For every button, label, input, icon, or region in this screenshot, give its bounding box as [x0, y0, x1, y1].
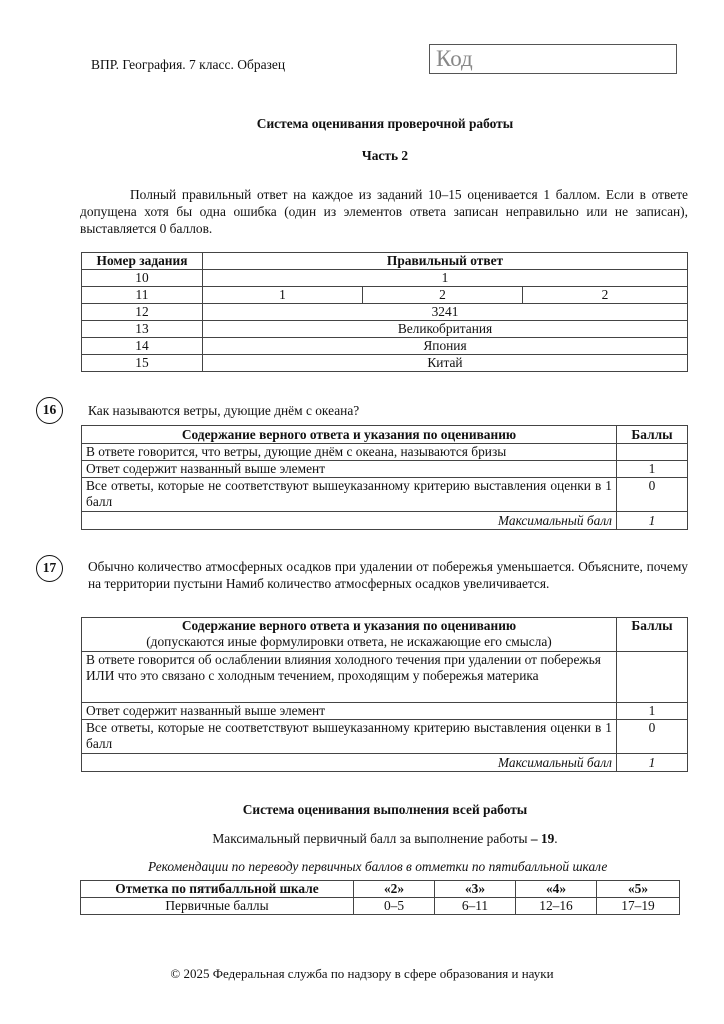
- task-number: 12: [82, 304, 203, 321]
- task-number: 10: [82, 270, 203, 287]
- answer-content: В ответе говорится, что ветры, дующие днём с океана, называются бризы: [82, 444, 617, 461]
- grade-header-label: Отметка по пятибалльной шкале: [81, 881, 354, 898]
- answer-content: [82, 652, 617, 703]
- part-title: Часть 2: [361, 148, 409, 163]
- column-header-content: Содержание верного ответа и указания по оцениванию: [82, 426, 617, 444]
- empty-cell: [617, 444, 688, 461]
- criterion-text: Ответ содержит названный выше элемент: [82, 461, 617, 478]
- criterion-points: 1: [617, 703, 688, 720]
- copyright-footer: © 2025 Федеральная служба по надзору в сфере образования и науки: [170, 966, 554, 981]
- table-row: [82, 287, 688, 304]
- max-score-sentence: Максимальный первичный балл за выполнение работы – 19.: [212, 831, 558, 846]
- criterion-points: 0: [617, 478, 688, 512]
- section-title: Система оценивания проверочной работы: [256, 116, 514, 131]
- correct-answer-part: 2: [363, 287, 523, 304]
- table-row: [82, 304, 688, 321]
- grade-2: «2»: [354, 881, 435, 898]
- criterion-points: 0: [617, 720, 688, 754]
- grade-conversion-table: [80, 880, 680, 915]
- answer-content-line2: ИЛИ что это связано с холодным течением, проходящим у побережья материка: [86, 668, 539, 683]
- correct-answer-part: 2: [523, 287, 688, 304]
- intro-paragraph: [80, 186, 688, 237]
- range-grade-2: 0–5: [354, 898, 435, 915]
- table-row: [81, 898, 680, 915]
- task-number: 11: [82, 287, 203, 304]
- column-header-content: [82, 618, 617, 652]
- table-row: [82, 338, 688, 355]
- task-number: 15: [82, 355, 203, 372]
- criterion-text: Все ответы, которые не соответствуют вышеуказанному критерию выставления оценки в 1 балл: [82, 478, 617, 512]
- task-number: 14: [82, 338, 203, 355]
- primary-points-label: Первичные баллы: [81, 898, 354, 915]
- grade-5: «5»: [597, 881, 680, 898]
- correct-answer: Япония: [203, 338, 688, 355]
- task-number: 13: [82, 321, 203, 338]
- intro-text: Полный правильный ответ на каждое из заданий 10–15 оценивается 1 баллом. Если в ответе допущена хотя бы одна ошибка (один из элементов ответа записан неправильно или не записан), выставляется 0 баллов.: [80, 187, 688, 236]
- correct-answer: Великобритания: [203, 321, 688, 338]
- answers-table: [81, 252, 688, 372]
- table-row: [82, 754, 688, 772]
- criterion-text: Ответ содержит названный выше элемент: [82, 703, 617, 720]
- empty-cell: [617, 652, 688, 703]
- table-row: [82, 461, 688, 478]
- table-row: [82, 321, 688, 338]
- correct-answer: 1: [203, 270, 688, 287]
- code-field[interactable]: Код: [429, 44, 677, 74]
- column-header-points: Баллы: [617, 426, 688, 444]
- correct-answer: Китай: [203, 355, 688, 372]
- max-score-value: 1: [617, 512, 688, 530]
- correct-answer: 3241: [203, 304, 688, 321]
- table-row: [82, 270, 688, 287]
- max-score-dash: –: [527, 831, 541, 846]
- header-content-title: Содержание верного ответа и указания по оцениванию: [181, 618, 517, 633]
- criterion-text: Все ответы, которые не соответствуют вышеуказанному критерию выставления оценки в 1 балл: [82, 720, 617, 754]
- answer-content-line1: В ответе говорится об ослаблении влияния холодного течения при удалении от побережья: [86, 652, 601, 667]
- task17-question: Обычно количество атмосферных осадков при удалении от побережья уменьшается. Объясните, почему на территории пустыни Намиб количество атмосферных осадков увеличивается.: [88, 559, 688, 591]
- correct-answer-part: 1: [203, 287, 363, 304]
- table-row: [82, 444, 688, 461]
- grade-3: «3»: [435, 881, 516, 898]
- overall-title: Система оценивания выполнения всей работы: [242, 802, 528, 817]
- task-number-badge-16: 16: [36, 397, 63, 424]
- task16-question: Как называются ветры, дующие днём с океана?: [88, 403, 360, 418]
- task17-scoring-table: [81, 617, 688, 772]
- max-score-text: Максимальный первичный балл за выполнение работы: [212, 831, 528, 846]
- grade-4: «4»: [516, 881, 597, 898]
- max-score-label: Максимальный балл: [82, 512, 617, 530]
- max-score-value: 19: [540, 831, 555, 846]
- task-number-badge-17: 17: [36, 555, 63, 582]
- range-grade-4: 12–16: [516, 898, 597, 915]
- max-score-value: 1: [617, 754, 688, 772]
- criterion-points: 1: [617, 461, 688, 478]
- document-header-title: ВПР. География. 7 класс. Образец: [91, 57, 286, 72]
- column-header-task-number: Номер задания: [82, 253, 203, 270]
- table-row: [82, 512, 688, 530]
- header-content-note: (допускаются иные формулировки ответа, не искажающие его смысла): [146, 634, 552, 649]
- recommendation-text: Рекомендации по переводу первичных баллов в отметки по пятибалльной шкале: [148, 859, 608, 874]
- range-grade-5: 17–19: [597, 898, 680, 915]
- table-row: [82, 703, 688, 720]
- table-row: [82, 720, 688, 754]
- task16-scoring-table: [81, 425, 688, 530]
- max-score-label: Максимальный балл: [82, 754, 617, 772]
- range-grade-3: 6–11: [435, 898, 516, 915]
- table-row: [82, 355, 688, 372]
- table-row: [82, 478, 688, 512]
- table-row: [82, 652, 688, 703]
- column-header-correct-answer: Правильный ответ: [203, 253, 688, 270]
- column-header-points: Баллы: [617, 618, 688, 652]
